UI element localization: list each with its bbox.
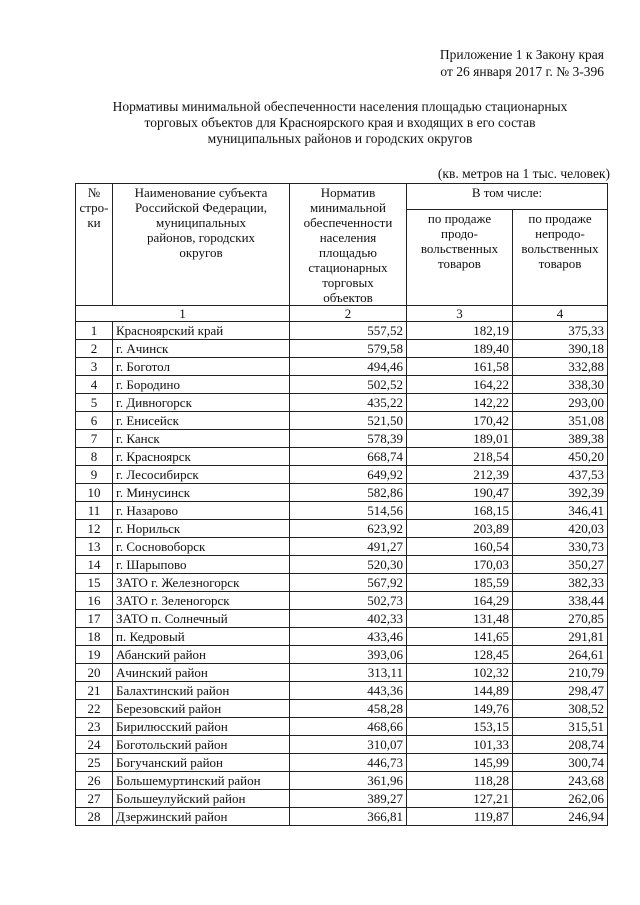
row-total: 402,33 <box>290 610 407 628</box>
row-name: г. Боготол <box>113 358 290 376</box>
row-nonfood: 338,44 <box>513 592 608 610</box>
row-total: 491,27 <box>290 538 407 556</box>
table-row <box>76 502 608 520</box>
row-total: 494,46 <box>290 358 407 376</box>
row-name: г. Минусинск <box>113 484 290 502</box>
row-food: 182,19 <box>407 322 513 340</box>
row-name: Балахтинский район <box>113 682 290 700</box>
row-name: г. Шарыпово <box>113 556 290 574</box>
row-name: г. Бородино <box>113 376 290 394</box>
row-total: 446,73 <box>290 754 407 772</box>
row-nonfood: 264,61 <box>513 646 608 664</box>
table-row <box>76 430 608 448</box>
row-total: 668,74 <box>290 448 407 466</box>
document-title <box>60 99 620 147</box>
row-number: 6 <box>76 412 113 430</box>
row-name: Богучанский район <box>113 754 290 772</box>
row-food: 149,76 <box>407 700 513 718</box>
norms-table <box>75 183 608 826</box>
row-number: 5 <box>76 394 113 412</box>
row-food: 128,45 <box>407 646 513 664</box>
row-total: 567,92 <box>290 574 407 592</box>
row-number: 10 <box>76 484 113 502</box>
units-label: (кв. метров на 1 тыс. человек) <box>437 166 610 181</box>
row-nonfood: 291,81 <box>513 628 608 646</box>
row-nonfood: 262,06 <box>513 790 608 808</box>
row-number: 15 <box>76 574 113 592</box>
row-name: г. Красноярск <box>113 448 290 466</box>
row-name: ЗАТО г. Железногорск <box>113 574 290 592</box>
row-name: г. Дивногорск <box>113 394 290 412</box>
table-body <box>76 322 608 826</box>
table-row <box>76 574 608 592</box>
table-row <box>76 664 608 682</box>
row-total: 310,07 <box>290 736 407 754</box>
row-nonfood: 330,73 <box>513 538 608 556</box>
row-nonfood: 338,30 <box>513 376 608 394</box>
row-name: Березовский район <box>113 700 290 718</box>
table-row <box>76 646 608 664</box>
table-row <box>76 718 608 736</box>
row-food: 168,15 <box>407 502 513 520</box>
row-food: 164,29 <box>407 592 513 610</box>
row-total: 468,66 <box>290 718 407 736</box>
row-food: 218,54 <box>407 448 513 466</box>
row-total: 502,52 <box>290 376 407 394</box>
row-total: 313,11 <box>290 664 407 682</box>
row-number: 1 <box>76 322 113 340</box>
table-row <box>76 376 608 394</box>
row-food: 160,54 <box>407 538 513 556</box>
row-name: Большеулуйский район <box>113 790 290 808</box>
table-row <box>76 628 608 646</box>
row-total: 578,39 <box>290 430 407 448</box>
row-food: 127,21 <box>407 790 513 808</box>
row-name: ЗАТО г. Зеленогорск <box>113 592 290 610</box>
row-food: 142,22 <box>407 394 513 412</box>
row-name: г. Назарово <box>113 502 290 520</box>
row-food: 102,32 <box>407 664 513 682</box>
row-number: 9 <box>76 466 113 484</box>
row-food: 144,89 <box>407 682 513 700</box>
row-total: 443,36 <box>290 682 407 700</box>
row-number: 19 <box>76 646 113 664</box>
row-nonfood: 298,47 <box>513 682 608 700</box>
table-row <box>76 538 608 556</box>
appendix-note <box>440 46 604 80</box>
row-food: 203,89 <box>407 520 513 538</box>
table-row <box>76 772 608 790</box>
table-row <box>76 448 608 466</box>
title-line-1: Нормативы минимальной обеспеченности населения площадью стационарных <box>112 99 568 114</box>
row-name: Красноярский край <box>113 322 290 340</box>
row-number: 11 <box>76 502 113 520</box>
row-food: 118,28 <box>407 772 513 790</box>
row-name: г. Енисейск <box>113 412 290 430</box>
row-total: 623,92 <box>290 520 407 538</box>
row-name: г. Канск <box>113 430 290 448</box>
row-nonfood: 390,18 <box>513 340 608 358</box>
row-nonfood: 308,52 <box>513 700 608 718</box>
header-subject-name: Наименование субъекта Российской Федерации, муниципальных районов, городских округов <box>113 184 290 306</box>
row-number: 21 <box>76 682 113 700</box>
row-nonfood: 346,41 <box>513 502 608 520</box>
table-row <box>76 340 608 358</box>
row-food: 131,48 <box>407 610 513 628</box>
row-number: 28 <box>76 808 113 826</box>
row-name: Большемуртинский район <box>113 772 290 790</box>
header-including: В том числе: <box>407 184 608 210</box>
row-total: 521,50 <box>290 412 407 430</box>
row-number: 27 <box>76 790 113 808</box>
row-food: 161,58 <box>407 358 513 376</box>
row-food: 141,65 <box>407 628 513 646</box>
row-nonfood: 420,03 <box>513 520 608 538</box>
row-name: г. Норильск <box>113 520 290 538</box>
table-row <box>76 412 608 430</box>
row-number: 3 <box>76 358 113 376</box>
row-food: 190,47 <box>407 484 513 502</box>
column-numbers-row <box>76 306 608 322</box>
row-number: 22 <box>76 700 113 718</box>
row-total: 514,56 <box>290 502 407 520</box>
row-nonfood: 246,94 <box>513 808 608 826</box>
table-row <box>76 754 608 772</box>
row-number: 13 <box>76 538 113 556</box>
colnum-2: 2 <box>290 306 407 322</box>
row-nonfood: 375,33 <box>513 322 608 340</box>
row-name: п. Кедровый <box>113 628 290 646</box>
row-number: 4 <box>76 376 113 394</box>
row-number: 26 <box>76 772 113 790</box>
row-food: 189,01 <box>407 430 513 448</box>
row-nonfood: 351,08 <box>513 412 608 430</box>
row-nonfood: 392,39 <box>513 484 608 502</box>
header-nonfood: по продаже непродо- вольственных товаров <box>513 210 608 306</box>
row-number: 8 <box>76 448 113 466</box>
table-row <box>76 394 608 412</box>
row-name: Дзержинский район <box>113 808 290 826</box>
row-total: 458,28 <box>290 700 407 718</box>
row-name: Бирилюсский район <box>113 718 290 736</box>
row-number: 24 <box>76 736 113 754</box>
table-row <box>76 466 608 484</box>
row-nonfood: 270,85 <box>513 610 608 628</box>
row-total: 579,58 <box>290 340 407 358</box>
row-number: 18 <box>76 628 113 646</box>
row-number: 20 <box>76 664 113 682</box>
row-food: 212,39 <box>407 466 513 484</box>
row-number: 23 <box>76 718 113 736</box>
row-total: 502,73 <box>290 592 407 610</box>
row-nonfood: 315,51 <box>513 718 608 736</box>
table-row <box>76 520 608 538</box>
table-row <box>76 700 608 718</box>
row-food: 119,87 <box>407 808 513 826</box>
table-row <box>76 556 608 574</box>
table-row <box>76 682 608 700</box>
row-nonfood: 450,20 <box>513 448 608 466</box>
row-number: 17 <box>76 610 113 628</box>
row-total: 389,27 <box>290 790 407 808</box>
row-total: 582,86 <box>290 484 407 502</box>
row-nonfood: 389,38 <box>513 430 608 448</box>
header-norm: Норматив минимальной обеспеченности населения площадью стационарных торговых объектов <box>290 184 407 306</box>
table-row <box>76 790 608 808</box>
row-total: 366,81 <box>290 808 407 826</box>
row-total: 435,22 <box>290 394 407 412</box>
table-row <box>76 808 608 826</box>
row-food: 101,33 <box>407 736 513 754</box>
colnum-4: 4 <box>513 306 608 322</box>
table-row <box>76 358 608 376</box>
table-row <box>76 736 608 754</box>
appendix-line-1: Приложение 1 к Закону края <box>439 47 604 62</box>
row-number: 12 <box>76 520 113 538</box>
table-row <box>76 322 608 340</box>
row-total: 393,06 <box>290 646 407 664</box>
row-number: 25 <box>76 754 113 772</box>
title-line-3: муниципальных районов и городских округов <box>207 131 473 146</box>
row-total: 557,52 <box>290 322 407 340</box>
header-row-number: № стро- ки <box>76 184 113 306</box>
appendix-line-2: от 26 января 2017 г. № 3-396 <box>440 64 604 79</box>
row-total: 649,92 <box>290 466 407 484</box>
row-name: г. Ачинск <box>113 340 290 358</box>
row-food: 189,40 <box>407 340 513 358</box>
row-food: 185,59 <box>407 574 513 592</box>
row-nonfood: 332,88 <box>513 358 608 376</box>
table-row <box>76 592 608 610</box>
row-name: г. Сосновоборск <box>113 538 290 556</box>
row-nonfood: 382,33 <box>513 574 608 592</box>
row-food: 153,15 <box>407 718 513 736</box>
row-food: 170,42 <box>407 412 513 430</box>
row-food: 145,99 <box>407 754 513 772</box>
row-number: 7 <box>76 430 113 448</box>
row-nonfood: 293,00 <box>513 394 608 412</box>
header-food: по продаже продо- вольственных товаров <box>407 210 513 306</box>
row-name: ЗАТО п. Солнечный <box>113 610 290 628</box>
title-line-2: торговых объектов для Красноярского края и входящих в его состав <box>144 115 536 130</box>
row-name: Абанский район <box>113 646 290 664</box>
row-nonfood: 210,79 <box>513 664 608 682</box>
row-total: 361,96 <box>290 772 407 790</box>
row-nonfood: 350,27 <box>513 556 608 574</box>
table-row <box>76 484 608 502</box>
row-name: Ачинский район <box>113 664 290 682</box>
row-number: 2 <box>76 340 113 358</box>
colnum-3: 3 <box>407 306 513 322</box>
row-food: 164,22 <box>407 376 513 394</box>
row-nonfood: 243,68 <box>513 772 608 790</box>
row-name: Боготольский район <box>113 736 290 754</box>
row-total: 433,46 <box>290 628 407 646</box>
table-row <box>76 610 608 628</box>
row-food: 170,03 <box>407 556 513 574</box>
row-total: 520,30 <box>290 556 407 574</box>
row-number: 16 <box>76 592 113 610</box>
row-nonfood: 208,74 <box>513 736 608 754</box>
row-number: 14 <box>76 556 113 574</box>
row-name: г. Лесосибирск <box>113 466 290 484</box>
row-nonfood: 300,74 <box>513 754 608 772</box>
row-nonfood: 437,53 <box>513 466 608 484</box>
colnum-1: 1 <box>76 306 290 322</box>
